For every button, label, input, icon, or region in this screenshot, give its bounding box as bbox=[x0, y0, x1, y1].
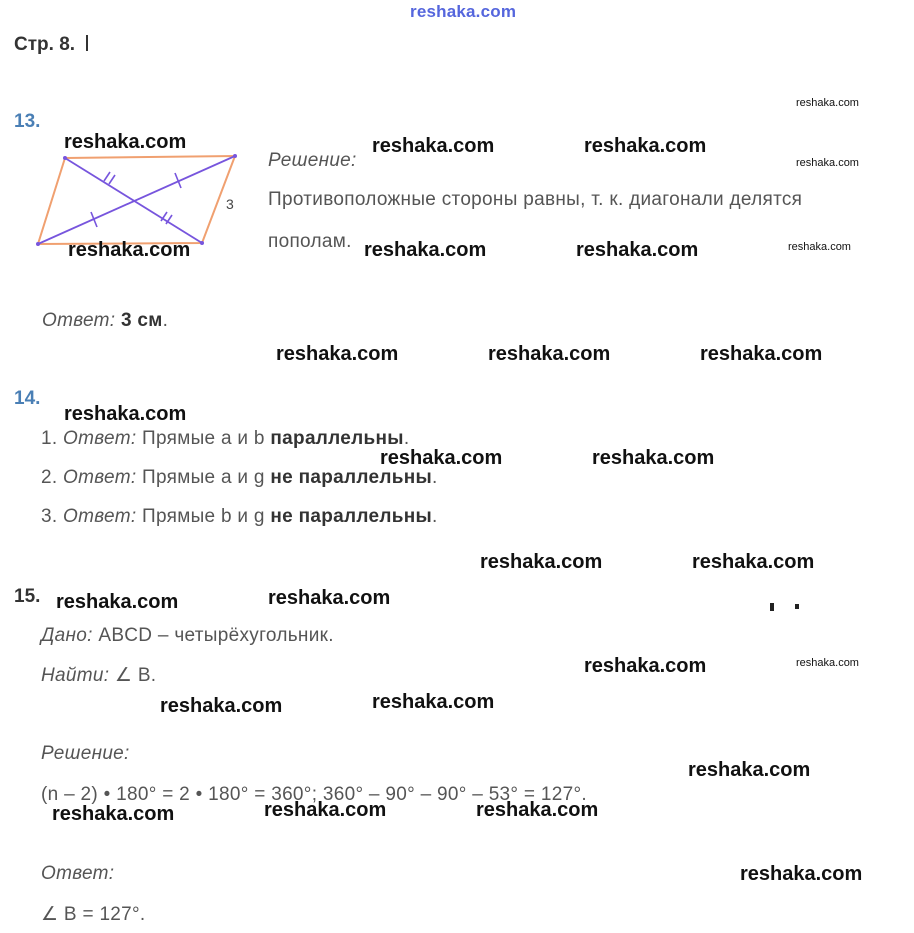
watermark: reshaka.com bbox=[692, 551, 815, 573]
watermark-small: reshaka.com bbox=[796, 657, 859, 669]
task-15-solution-label: Решение: bbox=[41, 743, 130, 764]
find-text: ∠ B. bbox=[114, 665, 157, 686]
task-14-item-1 bbox=[41, 428, 409, 450]
item-label: Ответ: bbox=[63, 506, 137, 527]
watermark: reshaka.com bbox=[700, 343, 823, 365]
task-13-number: 13. bbox=[14, 111, 41, 132]
watermark: reshaka.com bbox=[576, 239, 699, 261]
item-num: 2. bbox=[41, 467, 58, 488]
page-title-text: Стр. 8. bbox=[14, 34, 76, 55]
watermark: reshaka.com bbox=[592, 447, 715, 469]
page-title bbox=[14, 34, 88, 56]
task-15-answer-value: ∠ B = 127°. bbox=[41, 904, 146, 925]
watermark-small: reshaka.com bbox=[788, 241, 851, 253]
cursor-mark bbox=[86, 35, 88, 51]
item-end: . bbox=[403, 428, 410, 449]
item-label: Ответ: bbox=[63, 467, 137, 488]
watermark: reshaka.com bbox=[64, 403, 187, 425]
task-13-solution-text-2: пополам. bbox=[268, 231, 352, 252]
watermark: reshaka.com bbox=[276, 343, 399, 365]
task-13-answer-value: 3 см bbox=[120, 310, 163, 331]
task-15-solution-formula: (n – 2) • 180° = 2 • 180° = 360°; 360° – 90° – 90° – 53° = 127°. bbox=[41, 784, 587, 805]
task-15-answer-label: Ответ: bbox=[41, 863, 115, 884]
item-num: 1. bbox=[41, 428, 58, 449]
item-label: Ответ: bbox=[63, 428, 137, 449]
watermark: reshaka.com bbox=[372, 135, 495, 157]
watermark: reshaka.com bbox=[488, 343, 611, 365]
task-13-answer-label: Ответ: bbox=[42, 310, 116, 331]
task-14-item-2 bbox=[41, 467, 438, 489]
figure-side-label: 3 bbox=[226, 196, 234, 212]
task-14-number: 14. bbox=[14, 388, 41, 409]
diagonal-bd bbox=[38, 156, 235, 244]
double-tick-lower bbox=[161, 212, 172, 224]
parallelogram-figure bbox=[30, 150, 250, 250]
watermark: reshaka.com bbox=[56, 591, 179, 613]
item-bold: параллельны bbox=[270, 428, 404, 449]
watermark-small: reshaka.com bbox=[796, 97, 859, 109]
watermark-small: reshaka.com bbox=[796, 157, 859, 169]
watermark: reshaka.com bbox=[364, 239, 487, 261]
watermark: reshaka.com bbox=[64, 131, 187, 153]
task-15-find bbox=[41, 664, 156, 687]
task-13-answer bbox=[42, 310, 168, 332]
watermark: reshaka.com bbox=[160, 695, 283, 717]
task-15-number: 15. bbox=[14, 586, 41, 607]
task-13-solution-text-1: Противоположные стороны равны, т. к. диагонали делятся bbox=[268, 189, 803, 210]
item-end: . bbox=[432, 467, 438, 488]
watermark: reshaka.com bbox=[740, 863, 863, 885]
given-label: Дано: bbox=[41, 625, 93, 646]
item-text: Прямые a и b bbox=[142, 428, 265, 449]
task-13-solution-label: Решение: bbox=[268, 150, 357, 171]
watermark: reshaka.com bbox=[380, 447, 503, 469]
find-label: Найти: bbox=[41, 665, 110, 686]
watermark: reshaka.com bbox=[372, 691, 495, 713]
task-13-answer-end: . bbox=[162, 310, 169, 331]
watermark: reshaka.com bbox=[584, 135, 707, 157]
watermark: reshaka.com bbox=[52, 803, 175, 825]
watermark: reshaka.com bbox=[584, 655, 707, 677]
watermark: reshaka.com bbox=[476, 799, 599, 821]
item-text: Прямые a и g bbox=[142, 467, 265, 488]
stray-mark-1 bbox=[770, 603, 774, 611]
watermark: reshaka.com bbox=[264, 799, 387, 821]
item-bold: не параллельны bbox=[270, 506, 433, 527]
given-text: ABCD – четырёхугольник. bbox=[98, 625, 334, 646]
watermark: reshaka.com bbox=[480, 551, 603, 573]
item-end: . bbox=[432, 506, 438, 527]
item-num: 3. bbox=[41, 506, 58, 527]
item-bold: не параллельны bbox=[270, 467, 433, 488]
watermark: reshaka.com bbox=[268, 587, 391, 609]
task-14-item-3 bbox=[41, 506, 438, 528]
site-watermark-top: reshaka.com bbox=[410, 2, 517, 21]
task-15-given bbox=[41, 625, 334, 647]
stray-mark-2 bbox=[795, 604, 799, 609]
item-text: Прямые b и g bbox=[142, 506, 265, 527]
watermark: reshaka.com bbox=[688, 759, 811, 781]
watermark: reshaka.com bbox=[68, 239, 191, 261]
